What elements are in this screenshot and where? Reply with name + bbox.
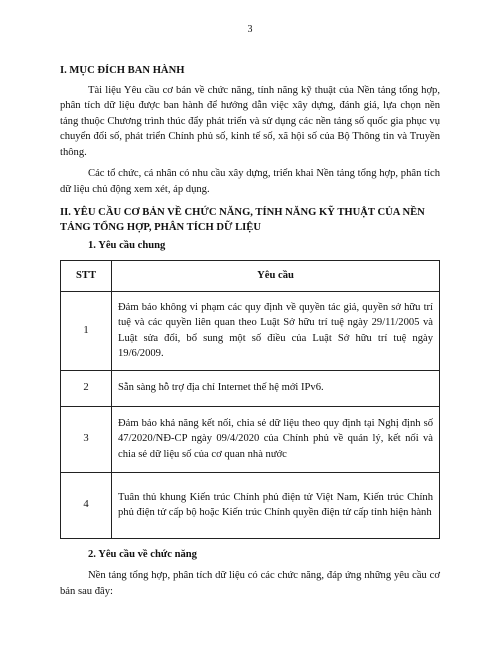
document-body: [60, 55, 440, 599]
row-requirement: Sẵn sàng hỗ trợ địa chỉ Internet thế hệ mới IPv6.: [112, 370, 440, 406]
table-row: [61, 406, 440, 472]
function-requirements-intro: Nền tảng tổng hợp, phân tích dữ liệu có các chức năng, đáp ứng những yêu cầu cơ bản sau đây:: [60, 570, 440, 597]
section-1-paragraph-2: Các tổ chức, cá nhân có nhu cầu xây dựng, triển khai Nền tảng tổng hợp, phân tích dữ liệu chủ động xem xét, áp dụng.: [60, 168, 440, 195]
table-row: [61, 472, 440, 538]
table-header-requirement: Yêu cầu: [112, 260, 440, 291]
requirements-table: [60, 260, 440, 539]
subsection-function-requirements: 2. Yêu cầu về chức năng: [88, 548, 197, 560]
section-1-heading: I. MỤC ĐÍCH BAN HÀNH: [60, 65, 185, 76]
table-row: [61, 291, 440, 370]
section-1-paragraph-1: Tài liệu Yêu cầu cơ bản về chức năng, tính năng kỹ thuật của Nền tảng tổng hợp, phân tích dữ liệu được ban hành để hướng dẫn việc xây dựng, đánh giá, lựa chọn nền tảng thuộc Chương trình thúc đẩy phát triển và sử dụng các nền tảng số quốc gia phục vụ chuyển đổi số, phát triển Chính phủ số, kinh tế số, xã hội số của Bộ Thông tin và Truyền thông.: [60, 84, 440, 158]
row-stt: 1: [61, 291, 112, 370]
subsection-general-requirements: 1. Yêu cầu chung: [88, 240, 166, 251]
row-stt: 4: [61, 472, 112, 538]
row-requirement: Đảm bảo khả năng kết nối, chia sẻ dữ liệu theo quy định tại Nghị định số 47/2020/NĐ-CP ngày 09/4/2020 của Chính phủ về quản lý, kết nối và chia sẻ dữ liệu số của cơ quan nhà nước: [112, 406, 440, 472]
section-2-heading: II. YÊU CẦU CƠ BẢN VỀ CHỨC NĂNG, TÍNH NĂNG KỸ THUẬT CỦA NỀN TẢNG TỔNG HỢP, PHÂN TÍCH DỮ LIỆU: [60, 207, 425, 233]
row-stt: 3: [61, 406, 112, 472]
table-header-stt: STT: [61, 260, 112, 291]
table-row: [61, 370, 440, 406]
row-stt: 2: [61, 370, 112, 406]
row-requirement: Đảm bảo không vi phạm các quy định về quyền tác giả, quyền sở hữu trí tuệ và các quyền liên quan theo Luật Sở hữu trí tuệ ngày 29/11/2005 và Luật sửa đổi, bổ sung một số điều của Luật Sở hữu trí tuệ ngày 19/6/2009.: [112, 291, 440, 370]
row-requirement: Tuân thủ khung Kiến trúc Chính phủ điện tử Việt Nam, Kiến trúc Chính phủ điện tử cấp bộ hoặc Kiến trúc Chính quyền điện tử cấp tỉnh hiện hành: [112, 472, 440, 538]
page-number: 3: [247, 24, 253, 35]
table-header-row: [61, 260, 440, 291]
